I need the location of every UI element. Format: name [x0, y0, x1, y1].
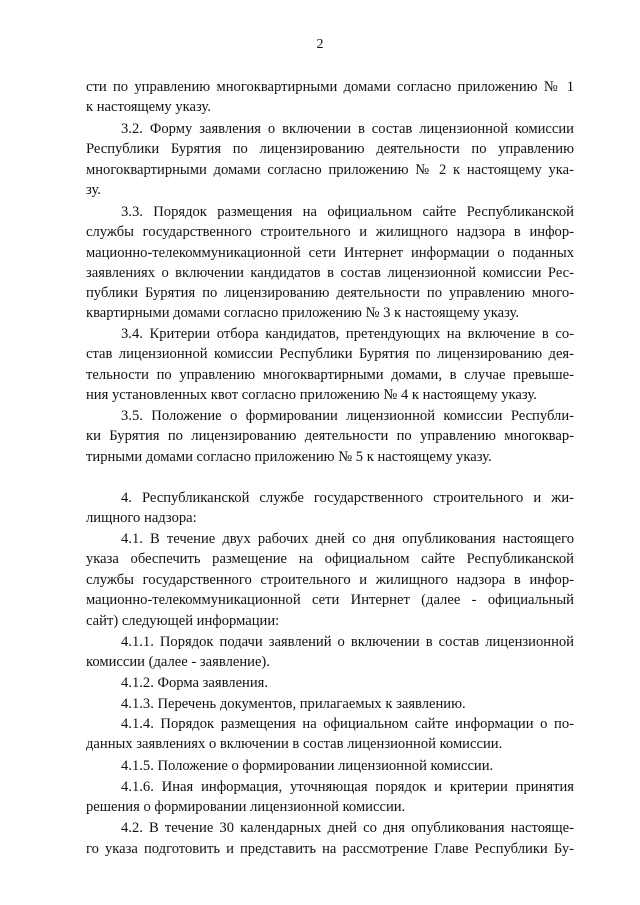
text-line: тельности по управлению многоквартирными домами, в случае превыше- — [86, 367, 574, 383]
text-line: зу. — [86, 182, 101, 198]
text-line: 4.2. В течение 30 календарных дней со дня опубликования настояще- — [121, 820, 574, 836]
text-line: став лицензионной комиссии Республики Бурятия по лицензированию дея- — [86, 346, 574, 362]
text-line: сти по управлению многоквартирными домами согласно приложению № 1 — [86, 79, 574, 95]
text-line: ки Бурятия по лицензированию деятельности по управлению многоквар- — [86, 428, 574, 444]
text-line: лищного надзора: — [86, 510, 197, 526]
text-line: сайт) следующей информации: — [86, 613, 280, 629]
text-line: 3.4. Критерии отбора кандидатов, претендующих на включение в со- — [121, 326, 574, 342]
text-line: службы государственного строительного и жилищного надзора в инфор- — [86, 224, 574, 240]
page-number: 2 — [316, 37, 324, 52]
text-line: многоквартирными домами согласно приложению № 2 к настоящему ука- — [86, 162, 574, 178]
text-line: решения о формировании лицензионной комиссии. — [86, 799, 406, 815]
text-line: квартирными домами согласно приложению № 3 к настоящему указу. — [86, 305, 520, 321]
text-line: заявлениях о включении кандидатов в состав лицензионной комиссии Рес- — [86, 265, 574, 281]
text-line: 3.3. Порядок размещения на официальном сайте Республиканской — [121, 204, 574, 220]
text-line: мационно-телекоммуникационной сети Интернет информации о поданных — [86, 245, 574, 261]
text-line: 4.1.1. Порядок подачи заявлений о включении в состав лицензионной — [121, 634, 574, 650]
text-line: ния установленных квот согласно приложению № 4 к настоящему указу. — [86, 387, 537, 403]
text-line: го указа подготовить и представить на рассмотрение Главе Республики Бу- — [86, 841, 574, 857]
text-line: 4.1.2. Форма заявления. — [121, 675, 269, 691]
text-line: 4.1.5. Положение о формировании лицензионной комиссии. — [121, 758, 494, 774]
text-line: данных заявлениях о включении в состав лицензионной комиссии. — [86, 736, 503, 752]
text-line: 4.1.3. Перечень документов, прилагаемых к заявлению. — [121, 696, 466, 712]
text-line: 3.5. Положение о формировании лицензионной комиссии Республи- — [121, 408, 574, 424]
text-line: 4.1.4. Порядок размещения на официальном сайте информации о по- — [121, 716, 574, 732]
text-line: к настоящему указу. — [86, 99, 211, 115]
text-line: 4. Республиканской службе государственного строительного и жи- — [121, 490, 574, 506]
text-line: указа обеспечить размещение на официальном сайте Республиканской — [86, 551, 574, 567]
text-line: комиссии (далее - заявление). — [86, 654, 270, 670]
text-line: 4.1. В течение двух рабочих дней со дня опубликования настоящего — [121, 531, 574, 547]
text-line: публики Бурятия по лицензированию деятельности по управлению много- — [86, 285, 574, 301]
text-line: мационно-телекоммуникационной сети Интернет (далее - официальный — [86, 592, 574, 608]
text-line: службы государственного строительного и жилищного надзора в инфор- — [86, 572, 574, 588]
text-line: тирными домами согласно приложению № 5 к настоящему указу. — [86, 449, 492, 465]
text-line: 4.1.6. Иная информация, уточняющая порядок и критерии принятия — [121, 779, 574, 795]
text-line: Республики Бурятия по лицензированию деятельности по управлению — [86, 141, 574, 157]
text-line: 3.2. Форму заявления о включении в состав лицензионной комиссии — [121, 121, 574, 137]
